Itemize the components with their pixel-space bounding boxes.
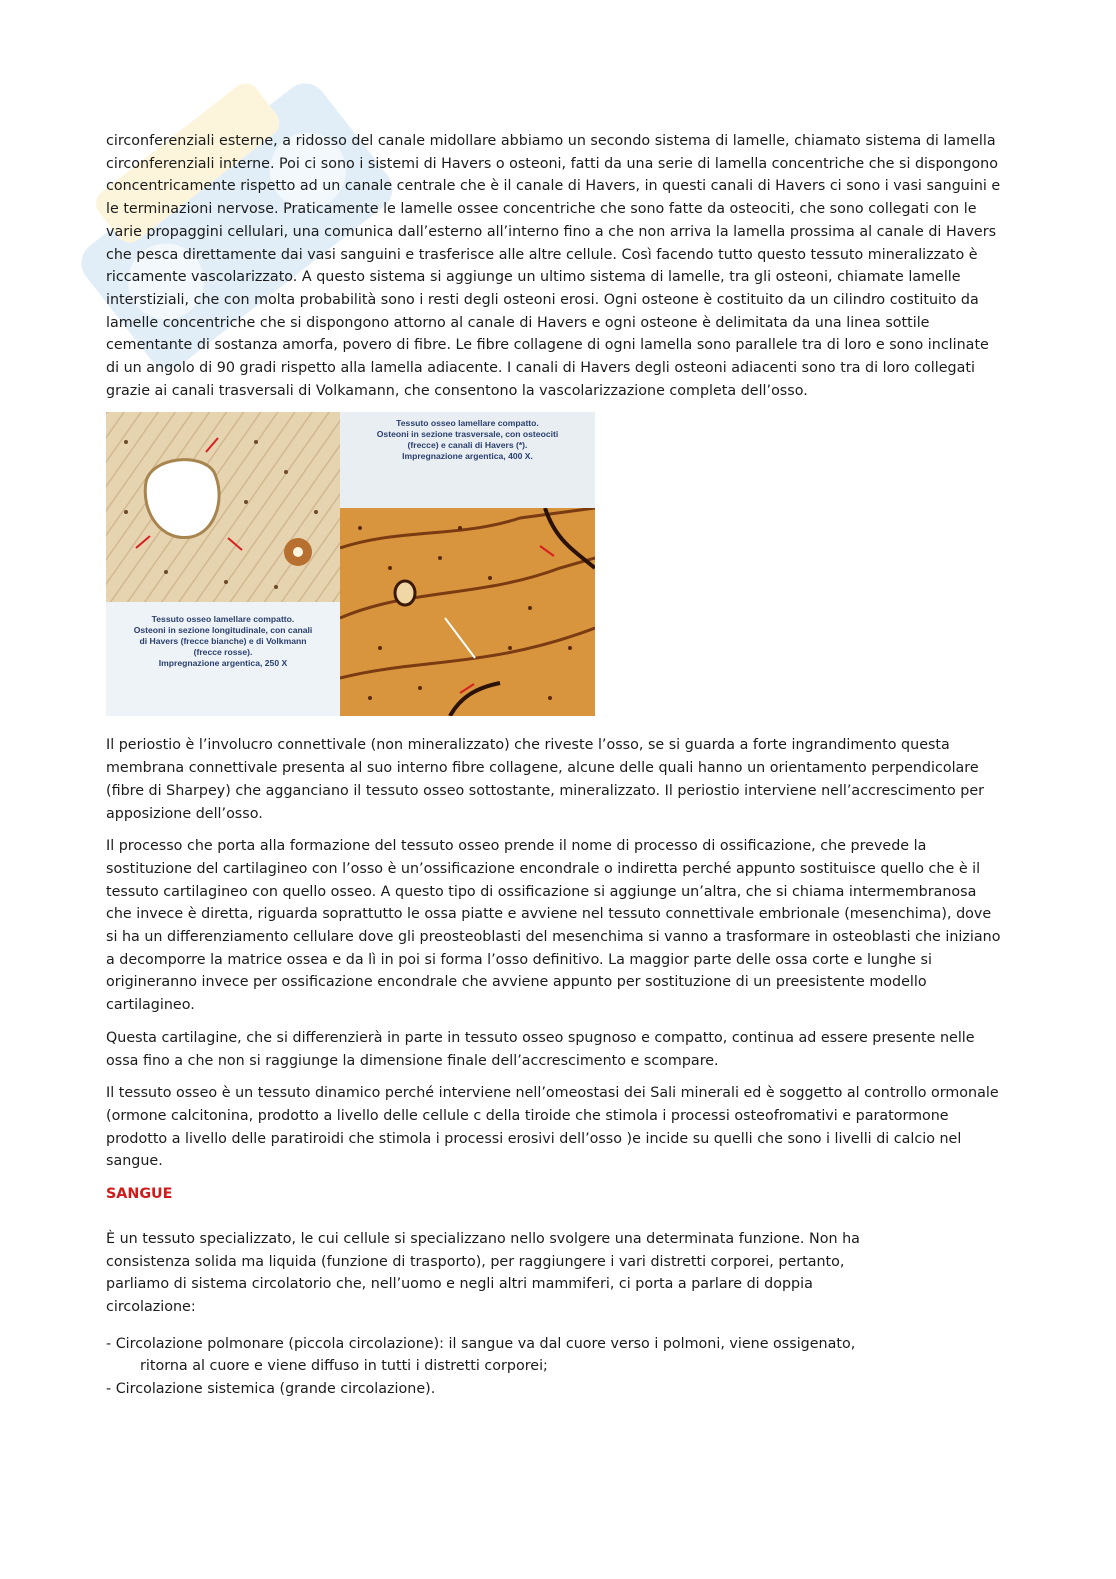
paragraph-osteoni: circonferenziali esterne, a ridosso del canale midollare abbiamo un secondo sistema di lamelle, chiamato sistema di lamella circonferenziali interne. Poi ci sono i sistemi di Havers o osteoni, fatti da una serie di lamella concentriche che si dispongono concentricamente rispetto ad un canale centrale che è il canale di Havers, in questi canali di Havers ci sono i vasi sanguini e le terminazioni nervose. Praticamente le lamelle ossee concentriche che sono fatte da osteociti, che sono collegati con le varie propaggini cellulari, una comunica dall’esterno all’interno fino a che non arriva la lamella prossima al canale di Havers che pesca direttamente dai vasi sanguini e trasferisce alle altre cellule. Così facendo tutto questo tessuto mineralizzato è riccamente vascolarizzato. A questo sistema si aggiunge un ultimo sistema di lamelle, tra gli osteoni, chiamate lamelle interstiziali, che con molta probabilità sono i resti degli osteoni erosi. Ogni osteone è costituito da un cilindro costituito da lamelle concentriche che si dispongono attorno al canale di Havers e ogni osteone è delimitata da una linea sottile cementante di sostanza amorfa, povero di fibre. Le fibre collagene di ogni lamella sono parallele tra di loro e sono inclinate di un angolo di 90 gradi rispetto alla lamella adiacente. I canali di Havers degli osteoni adiacenti sono tra di loro collegati grazie ai canali trasversali di Volkamann, che consentono la vascolarizzazione completa dell’osso. <box>106 133 1001 399</box>
paragraph-periostio: Il periostio è l’involucro connettivale (non mineralizzato) che riveste l’osso, se si guarda a forte ingrandimento questa membrana connettivale presenta al suo interno fibre collagene, alcune delle quali hanno un orientamento perpendicolare (fibre di Sharpey) che agganciano il tessuto osseo sottostante, mineralizzato. Il periostio interviene nell’accrescimento per apposizione dell’osso. <box>106 737 984 822</box>
histology-figure <box>106 412 595 716</box>
section-heading-sangue: SANGUE <box>106 1186 173 1203</box>
figure-caption-bottom: Tessuto osseo lamellare compatto. Osteoni in sezione longitudinale, con canali di Havers (frecce bianche) e di Volkmann (frecce rosse). Impregnazione argentica, 250 X <box>133 614 313 669</box>
paragraph-sangue: È un tessuto specializzato, le cui cellule si specializzano nello svolgere una determinata funzione. Non ha consistenza solida ma liquida (funzione di trasporto), per raggiungere i vari distretti corporei, pertanto, parliamo di sistema circolatorio che, nell’uomo e negli altri mammiferi, ci porta a parlare di doppia circolazione: <box>106 1230 860 1315</box>
caption-panel-bottom <box>106 602 340 716</box>
paragraph-tessuto-dinamico: Il tessuto osseo è un tessuto dinamico perché interviene nell’omeostasi dei Sali minerali ed è soggetto al controllo ormonale (ormone calcitonina, prodotto a livello delle cellule c della tiroide che stimola i processi osteofromativi e paratormone prodotto a livello delle paratiroidi che stimola i processi erosivi dell’osso )e incide su quelli che sono i livelli di calcio nel sangue. <box>106 1085 999 1170</box>
list-item-circolazione-polmonare-continued: ritorna al cuore e viene diffuso in tutti i distretti corporei; <box>140 1358 548 1375</box>
micrograph-transverse <box>106 412 340 602</box>
list-item-circolazione-polmonare: - Circolazione polmonare (piccola circolazione): il sangue va dal cuore verso i polmoni, viene ossigenato, <box>106 1335 856 1352</box>
figure-caption-top: Tessuto osseo lamellare compatto. Osteoni in sezione trasversale, con osteociti (frecce) e canali di Havers (*). Impregnazione argentica, 400 X. <box>376 418 559 462</box>
paragraph-cartilagine: Questa cartilagine, che si differenzierà in parte in tessuto osseo spugnoso e compatto, continua ad essere presente nelle ossa fino a che non si raggiunge la dimensione finale dell’accrescimento e scompare. <box>106 1029 975 1069</box>
paragraph-ossificazione: Il processo che porta alla formazione del tessuto osseo prende il nome di processo di ossificazione, che prevede la sostituzione del cartilagineo con l’osso è un’ossificazione encondrale o indiretta perché appunto sostituisce quello che è il tessuto cartilagineo con quello osseo. A questo tipo di ossificazione si aggiunge un’altra, che si chiama intermembranosa che invece è diretta, riguarda soprattutto le ossa piatte e avviene nel tessuto connettivale embrionale (mesenchima), dove si ha un differenziamento cellulare dove gli preosteoblasti del mesenchima si vanno a trasformare in osteoblasti che iniziano a decomporre la matrice ossea e da lì in poi si forma l’osso definitivo. La maggior parte delle ossa corte e lunghe si origineranno invece per ossificazione encondrale che avviene appunto per sostituzione di un preesistente modello cartilagineo. <box>106 838 1001 1014</box>
list-item-circolazione-sistemica: - Circolazione sistemica (grande circolazione). <box>106 1381 436 1398</box>
caption-panel-top <box>340 412 595 508</box>
document-body <box>106 130 1004 1401</box>
micrograph-longitudinal <box>340 508 595 716</box>
